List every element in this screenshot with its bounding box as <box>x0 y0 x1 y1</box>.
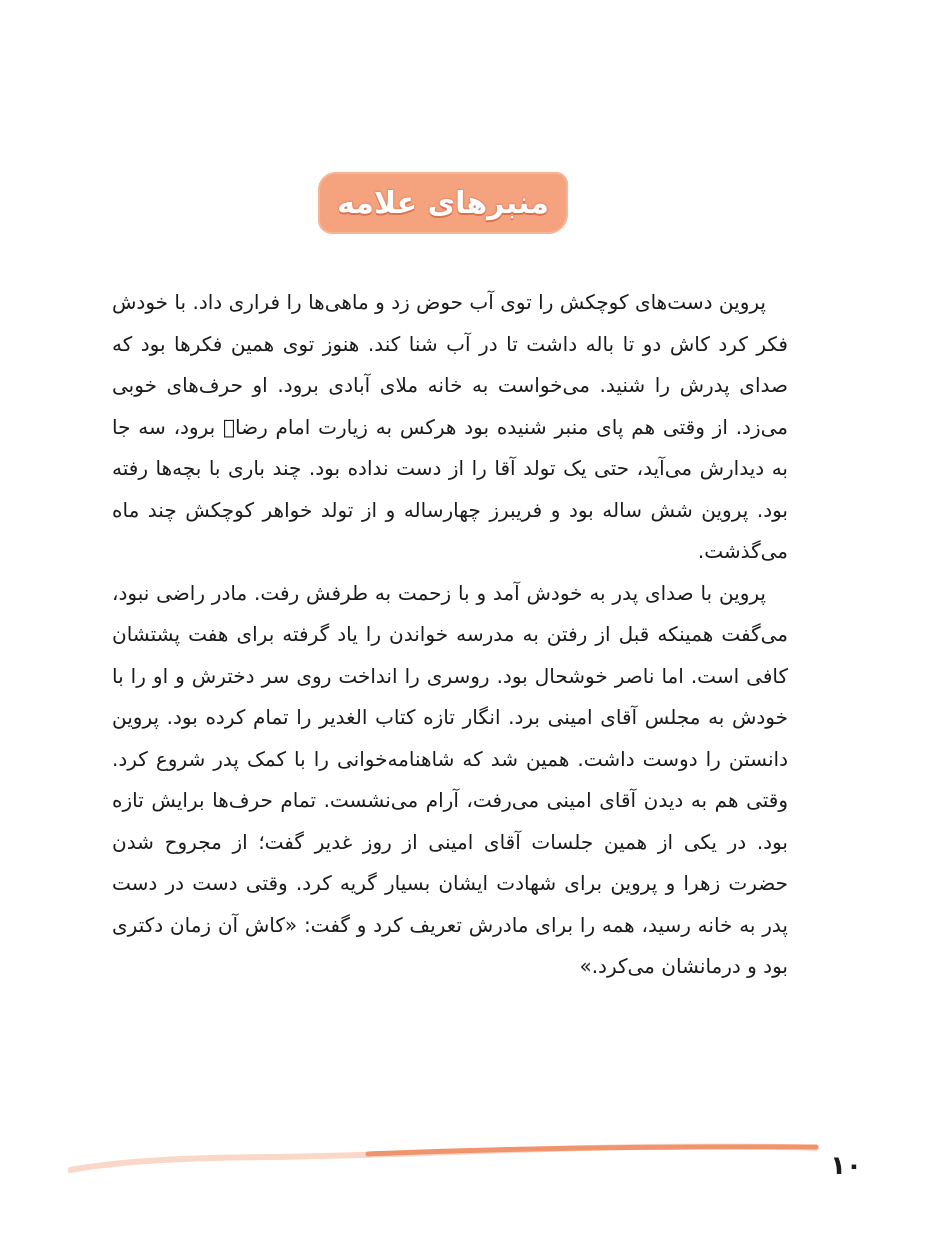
chapter-title-badge <box>318 172 568 234</box>
page-number: ۱۰ <box>830 1151 862 1181</box>
chapter-body <box>112 282 788 988</box>
paragraph-2: پروین با صدای پدر به خودش آمد و با زحمت به طرفش رفت. مادر راضی نبود، می‌گفت همینکه قبل از رفتن به مدرسه خواندن را یاد گرفته برای هفت پشتشان کافی است. اما ناصر خوشحال بود. روسری را انداخت روی سر دخترش و او را با خودش به مجلس آقای امینی برد. انگار تازه کتاب الغدیر را تمام کرده بود. پروین دانستن را دوست داشت. همین شد که شاهنامه‌خوانی را با کمک پدر شروع کرد. وقتی هم به دیدن آقای امینی می‌رفت، آرام می‌نشست. تمام حرف‌ها برایش تازه بود. در یکی از همین جلسات آقای امینی از روز غدیر گفت؛ از مجروح شدن حضرت زهرا و پروین برای شهادت ایشان بسیار گریه کرد. وقتی دست در دست پدر به خانه رسید، همه را برای مادرش تعریف کرد و گفت: «کاش آن زمان دکتری بود و درمانشان می‌کرد.» <box>112 580 788 978</box>
footer-decorative-rule <box>68 1130 820 1180</box>
paragraph-1: پروین دست‌های کوچکش را توی آب حوض زد و ماهی‌ها را فراری داد. با خودش فکر کرد کاش دو تا باله داشت تا در آب شنا کند. هنوز توی همین فکرها بود که صدای پدرش را شنید. می‌خواست به خانه ملای آبادی برود. او حرف‌های خوبی می‌زد. از وقتی هم پای منبر شنیده بود هرکس به زیارت امام رضا﷣ برود، سه جا به دیدارش می‌آید، حتی یک تولد آقا را از دست نداده بود. چند باری با بچه‌ها رفته بود. پروین شش ساله بود و فریبرز چهارساله و از تولد خواهر کوچکش چند ماه می‌گذشت. <box>112 290 788 563</box>
chapter-title: منبرهای علامه <box>337 185 549 221</box>
